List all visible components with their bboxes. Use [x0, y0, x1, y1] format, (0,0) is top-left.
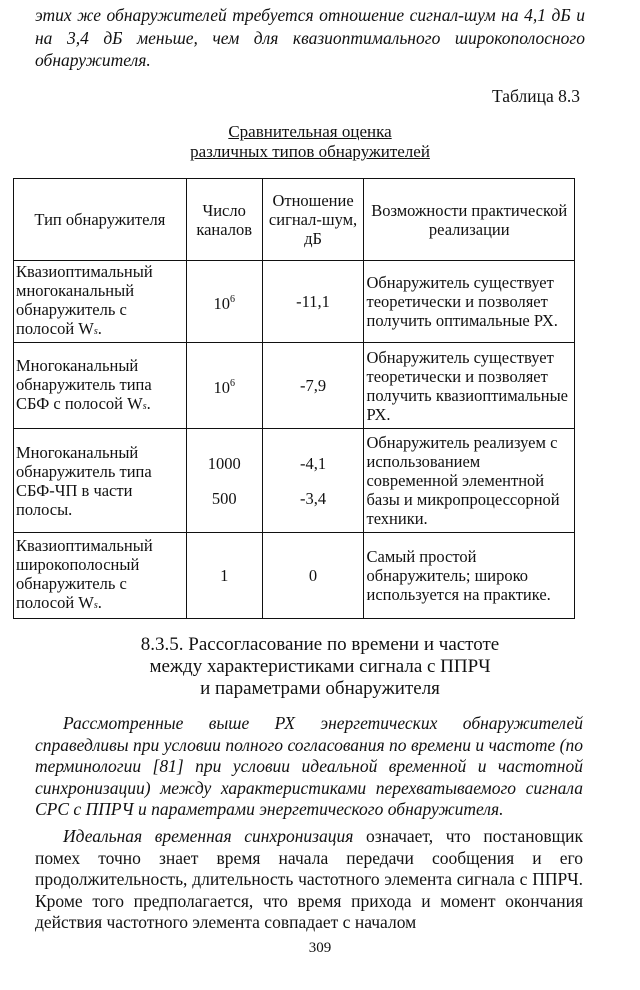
row-3-snr-a: -4,1 [299, 453, 327, 473]
section-title-line-2: между характеристиками сигнала с ППРЧ [149, 656, 491, 677]
row-2-type: Многоканальный обнаружитель типа СБФ с полосой Ws. [14, 343, 187, 429]
row-4-type: Квазиоптимальный широкополосный обнаружитель с полосой Ws. [14, 533, 187, 619]
row-3-snr-b: -3,4 [299, 488, 327, 508]
row-2-possibilities: Обнаружитель существует теоретически и позволяет получить квазиоптимальные РХ. [364, 343, 575, 429]
intro-paragraph: этих же обнаружителей требуется отношение сигнал-шум на 4,1 дБ и на 3,4 дБ меньше, чем для квазиоптимального широкополосного обнаружителя. [35, 5, 585, 70]
row-3-possibilities: Обнаружитель реализуем с использованием современной элементной базы и микропроцессорной техники. [364, 429, 575, 533]
paragraph-2-body: означает, что постановщик помех точно знает время начала передачи сообщения и его продолжительность, длительность частотного элемента сигнала с ППРЧ. Кроме того предполагается, что время прихода и момент окончания действия частотного элемента совпадает с началом [35, 826, 584, 932]
table-row [14, 429, 575, 533]
row-1-channels [186, 261, 262, 343]
row-4-channels: 1 [186, 533, 262, 619]
row-1-channels-exp: 6 [229, 294, 235, 305]
row-4-type-text: Квазиоптимальный широкополосный обнаружитель с полосой W [16, 536, 153, 612]
table-row [14, 343, 575, 429]
row-2-type-text: Многоканальный обнаружитель типа СБФ с полосой W [16, 355, 152, 413]
header-snr: Отношение сигнал-шум, дБ [262, 179, 364, 261]
header-possibilities: Возможности практической реализации [364, 179, 575, 261]
section-title [70, 634, 570, 700]
row-3-channels [186, 429, 262, 533]
section-title-line-1: 8.3.5. Рассогласование по времени и частоте [140, 634, 500, 655]
caption-line-2: различных типов обнаружителей [190, 142, 430, 161]
row-2-subscript: s [142, 400, 147, 412]
paragraph-1: Рассмотренные выше РХ энергетических обнаружителей справедливы при условии полного согласования по времени и частоте (по терминологии [81] при условии идеальной временной и частотной синхронизации) между характеристиками перехватываемого сигнала СРС с ППРЧ и параметрами энергетического обнаружителя. [35, 713, 583, 819]
caption-line-1: Сравнительная оценка [228, 122, 392, 141]
table-caption [150, 122, 470, 162]
row-4-possibilities: Самый простой обнаружитель; широко используется на практике. [364, 533, 575, 619]
row-2-channels-base: 10 [213, 378, 230, 397]
row-1-possibilities: Обнаружитель существует теоретически и позволяет получить оптимальные РХ. [364, 261, 575, 343]
table-header-row [14, 179, 575, 261]
row-2-channels-exp: 6 [229, 378, 235, 389]
row-3-channels-a: 1000 [207, 453, 241, 473]
row-3-type: Многоканальный обнаружитель типа СБФ-ЧП в части полосы. [14, 429, 187, 533]
table-row [14, 533, 575, 619]
table-row [14, 261, 575, 343]
row-2-snr: -7,9 [262, 343, 364, 429]
row-3-channels-b: 500 [211, 488, 237, 508]
table-label: Таблица 8.3 [492, 86, 580, 106]
paragraph-2 [35, 826, 583, 934]
row-4-subscript: s [93, 600, 98, 611]
header-type: Тип обнаружителя [14, 179, 187, 261]
section-title-line-3: и параметрами обнаружителя [200, 678, 440, 699]
row-1-type: Квазиоптимальный многоканальный обнаружитель с полосой Ws. [14, 261, 187, 343]
row-1-channels-base: 10 [213, 294, 230, 313]
paragraph-2-emphasis: Идеальная временная синхронизация [63, 826, 354, 846]
page-number: 309 [308, 940, 332, 956]
row-3-snr [262, 429, 364, 533]
row-2-channels [186, 343, 262, 429]
header-channels: Число каналов [186, 179, 262, 261]
row-1-type-text: Квазиоптимальный многоканальный обнаружитель с полосой W [16, 262, 153, 338]
row-1-snr: -11,1 [262, 261, 364, 343]
row-4-snr: 0 [262, 533, 364, 619]
row-1-subscript: s [93, 326, 98, 337]
comparison-table [13, 178, 575, 619]
